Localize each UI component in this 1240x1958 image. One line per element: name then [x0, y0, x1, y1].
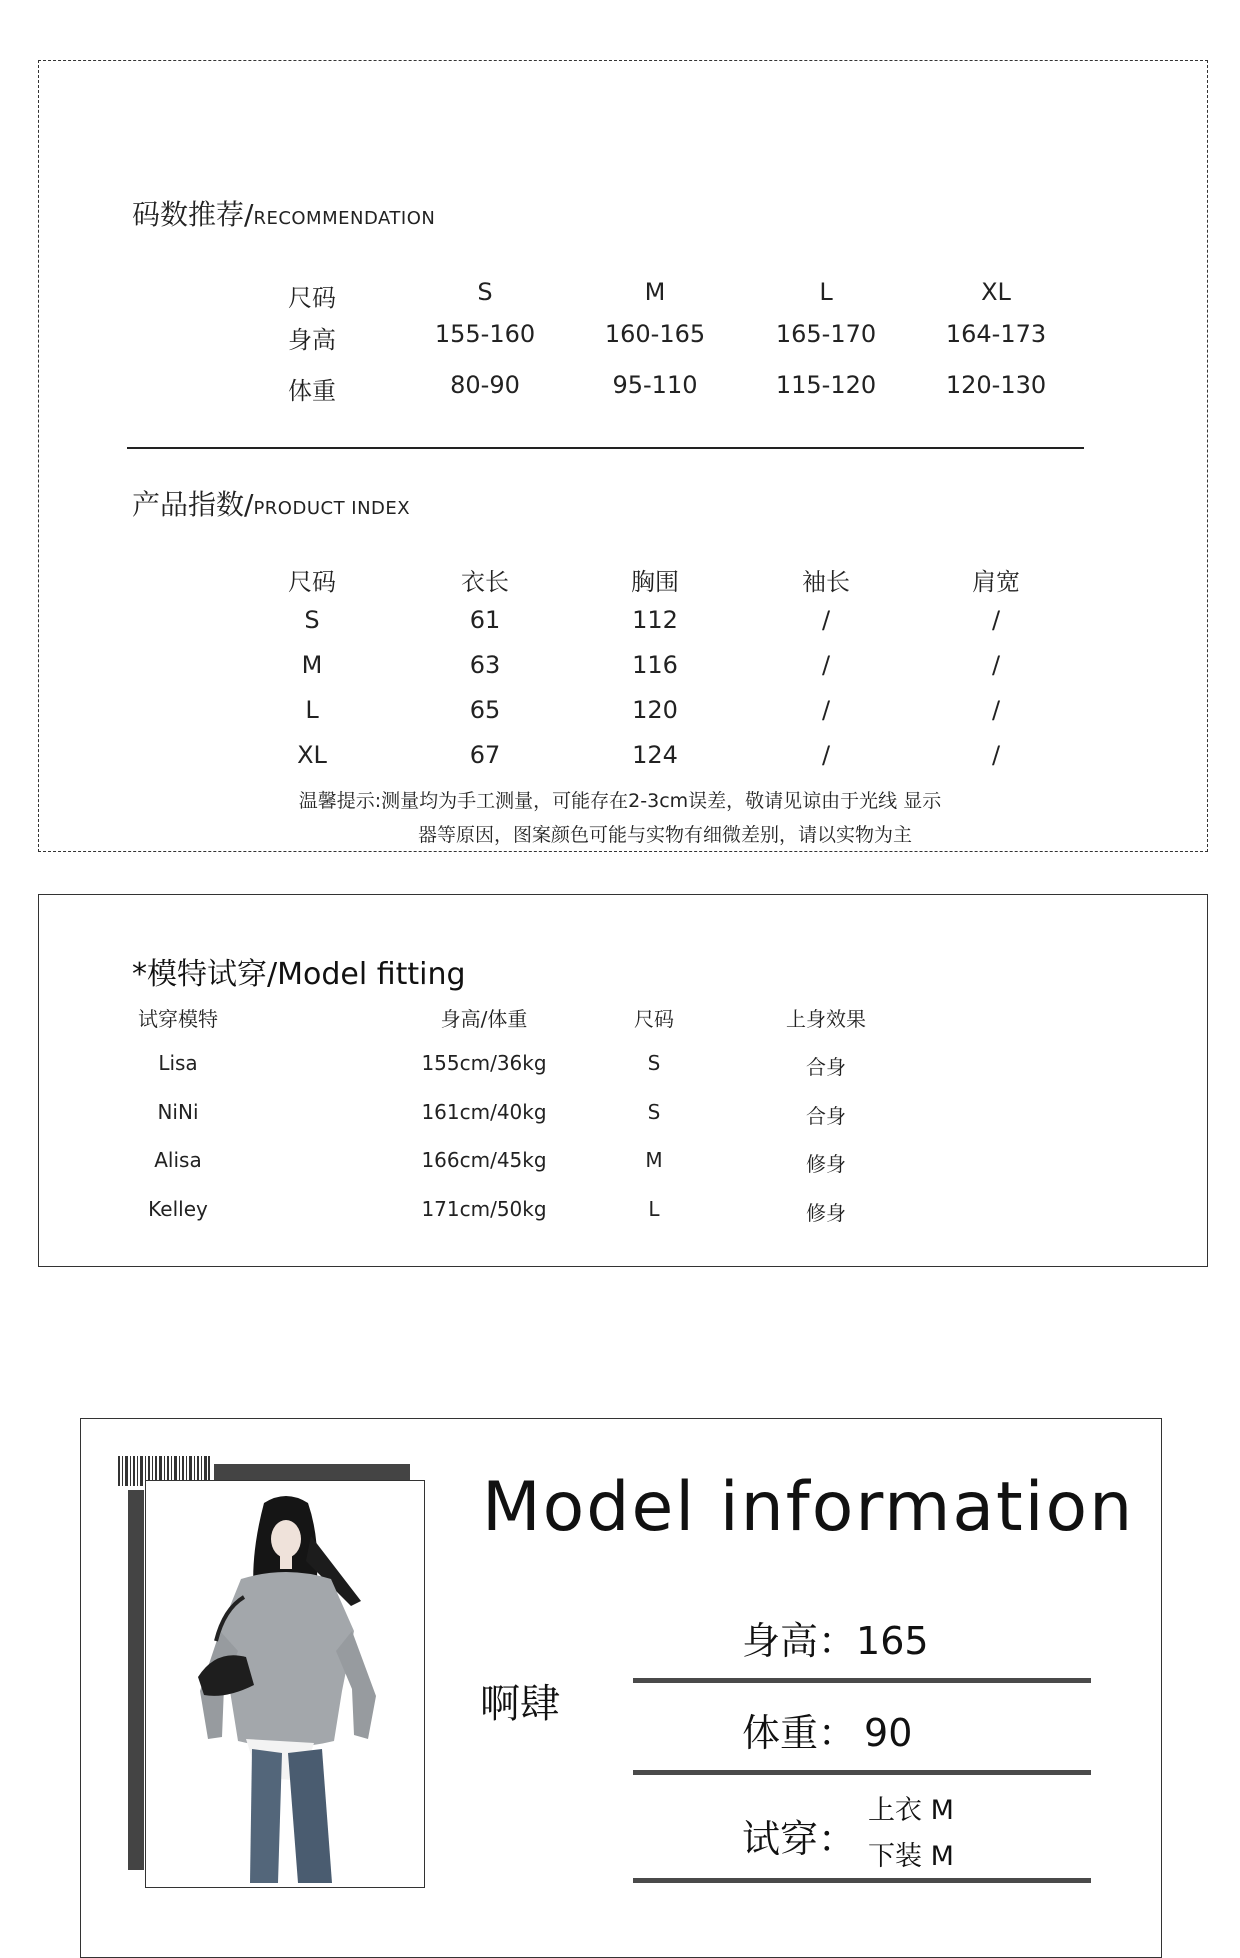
model-figure-illustration	[146, 1481, 423, 1886]
table-cell: NiNi	[157, 1100, 199, 1124]
header-cell: 上身效果	[786, 1007, 866, 1031]
table-cell: 112	[632, 606, 678, 634]
info-rule	[633, 1878, 1091, 1883]
measurement-note-line2: 器等原因，图案颜色可能与实物有细微差别，请以实物为主	[417, 824, 912, 846]
table-cell: L	[305, 696, 319, 724]
header-cell: M	[644, 278, 666, 306]
header-cell: 胸围	[631, 568, 679, 596]
size-guide-panel	[38, 60, 1208, 852]
table-cell: 161cm/40kg	[421, 1100, 547, 1124]
table-cell: S	[647, 1051, 661, 1075]
table-cell: /	[991, 606, 1001, 634]
section-divider	[127, 447, 1084, 449]
header-cell: 肩宽	[972, 568, 1020, 596]
model-name: 啊肆	[480, 1681, 560, 1727]
header-cell: 袖长	[802, 568, 850, 596]
table-cell: /	[991, 651, 1001, 679]
table-cell: Alisa	[154, 1148, 202, 1172]
table-cell: /	[821, 696, 831, 724]
table-cell: 67	[469, 741, 501, 769]
header-cell: 试穿模特	[138, 1007, 218, 1031]
table-cell: 165-170	[775, 320, 877, 348]
model-photo	[145, 1480, 425, 1888]
table-cell: 160-165	[604, 320, 706, 348]
model-try-label: 试穿：	[742, 1817, 857, 1861]
table-cell: /	[991, 741, 1001, 769]
info-rule	[633, 1678, 1091, 1683]
product-index-title: 产品指数/PRODUCT INDEX	[132, 488, 411, 521]
table-cell: 61	[469, 606, 501, 634]
table-cell: 171cm/50kg	[421, 1197, 547, 1221]
header-cell: 尺码	[634, 1007, 674, 1031]
table-cell: 80-90	[450, 371, 520, 399]
table-cell: 95-110	[612, 371, 698, 399]
table-cell: /	[821, 651, 831, 679]
table-cell: /	[821, 741, 831, 769]
model-fitting-title: *模特试穿/Model fitting	[132, 957, 466, 992]
table-cell: 124	[632, 741, 678, 769]
model-information-title: Model information	[482, 1468, 1135, 1547]
table-cell: 155-160	[434, 320, 536, 348]
table-cell: M	[645, 1148, 663, 1172]
table-cell: 166cm/45kg	[421, 1148, 547, 1172]
header-cell: S	[477, 278, 493, 306]
recommendation-title: 码数推荐/RECOMMENDATION	[132, 198, 436, 231]
photo-decor-band-left	[128, 1490, 144, 1870]
table-cell: 修身	[806, 1201, 846, 1225]
header-cell: L	[819, 278, 833, 306]
table-cell: 120	[632, 696, 678, 724]
table-cell: M	[301, 651, 323, 679]
table-cell: Lisa	[158, 1051, 198, 1075]
table-cell: L	[648, 1197, 660, 1221]
table-cell: 合身	[806, 1055, 846, 1079]
photo-decor-band-top	[214, 1464, 410, 1480]
header-cell: 身高/体重	[440, 1007, 528, 1031]
table-cell: 65	[469, 696, 501, 724]
table-cell: Kelley	[148, 1197, 208, 1221]
measurement-note-line1: 温馨提示:测量均为手工测量，可能存在2-3cm误差，敬请见谅由于光线 显示	[298, 790, 942, 812]
table-cell: 116	[632, 651, 678, 679]
header-cell: 衣长	[461, 568, 509, 596]
table-cell: XL	[297, 741, 327, 769]
table-cell: 合身	[806, 1104, 846, 1128]
info-rule	[633, 1770, 1091, 1775]
table-cell: 120-130	[945, 371, 1047, 399]
table-cell: 164-173	[945, 320, 1047, 348]
table-cell: /	[821, 606, 831, 634]
header-cell: 尺码	[288, 568, 336, 596]
table-cell: S	[647, 1100, 661, 1124]
model-try-top: 上衣 M	[868, 1795, 954, 1826]
table-cell: 身高	[288, 326, 336, 354]
model-weight: 体重： 90	[742, 1711, 913, 1755]
header-cell: XL	[981, 278, 1011, 306]
table-cell: 63	[469, 651, 501, 679]
header-cell: 尺码	[288, 284, 336, 312]
table-cell: 155cm/36kg	[421, 1051, 547, 1075]
table-cell: 体重	[288, 377, 336, 405]
model-try-bottom: 下装 M	[868, 1841, 954, 1872]
table-cell: 115-120	[775, 371, 877, 399]
table-cell: 修身	[806, 1152, 846, 1176]
table-cell: /	[991, 696, 1001, 724]
table-cell: S	[304, 606, 320, 634]
model-height: 身高：165	[742, 1619, 929, 1663]
